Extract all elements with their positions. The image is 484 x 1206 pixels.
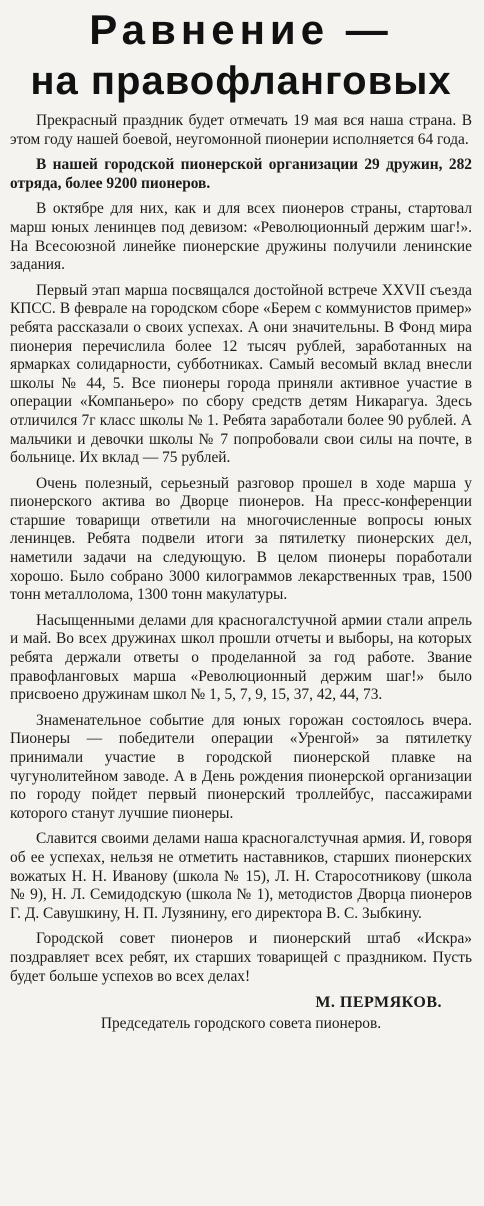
paragraph-march-start: В октябре для них, как и для всех пионеров страны, стартовал марш юных ленинцев под девизом: «Революционный держим шаг!». На Всесоюзной линейке пионерские дружины получили ленинские задания. [10, 200, 472, 274]
headline-line-1: Равнение — [89, 6, 393, 53]
paragraph-notable-event: Знаменательное событие для юных горожан состоялось вчера. Пионеры — победители операции «Уренгой» за пятилетку принимали участие в городской пионерской плавке на чугунолитейном заводе. А в День рождения пионерской организации по городу пойдет первый пионерский троллейбус, пассажирами которого станут лучшие пионеры. [10, 711, 472, 822]
paragraph-april-may: Насыщенными делами для красногалстучной армии стали апрель и май. Во всех дружинах школ прошли отчеты и выборы, на которых ребята держали ответы о проделанной за год работе. Звание правофланговых марша «Революционный держим шаг!» было присвоено дружинам школ № 1, 5, 7, 9, 15, 37, 42, 44, 73. [10, 611, 472, 704]
paragraph-greeting: Городской совет пионеров и пионерский штаб «Искра» поздравляет всех ребят, их старших товарищей с праздником. Пусть будет больше успехов во всех делах! [10, 930, 472, 985]
paragraph-mentors: Славится своими делами наша красногалстучная армия. И, говоря об ее успехах, нельзя не отметить наставников, старших пионерских вожатых Н. Н. Иванову (школа № 15), Л. Н. Старосотникову (школа № 9), Н. Л. Семидодскую (школа № 1), методистов Дворца пионеров Г. Д. Савушкину, Н. П. Лузянину, его директора В. С. Зыбкину. [10, 830, 472, 922]
article-headline [10, 4, 472, 106]
paragraph-organization-stats: В нашей городской пионерской организации 29 дружин, 282 отряда, более 9200 пионеров. [10, 156, 472, 192]
author-title: Председатель городского совета пионеров. [100, 1015, 382, 1033]
paragraph-intro: Прекрасный праздник будет отмечать 19 мая вся наша страна. В этом году нашей боевой, неугомонной пионерии исполняется 64 года. [10, 112, 472, 148]
paragraph-first-stage: Первый этап марша посвящался достойной встрече XXVII съезда КПСС. В феврале на городском сборе «Берем с коммунистов пример» ребята рассказали о своих успехах. А они значительны. В Фонд мира пионерия перечислила более 12 тысяч рублей, заработанных на ярмарках солидарности, субботниках. Самый весомый вклад внесли школы № 44, 5. Все пионеры города приняли активное участие в операции «Компаньеро» по сбору средств детям Никарагуа. Здесь отличился 7г класс школы № 1. Ребята заработали более 90 рублей. А мальчики и девочки школы № 7 попробовали свои силы на почте, в больнице. Их вклад — 75 рублей. [10, 281, 472, 467]
author-signature: М. ПЕРМЯКОВ. [315, 994, 442, 1012]
headline-line-2: на правофланговых [30, 59, 452, 103]
paragraph-pioneer-activists: Очень полезный, серьезный разговор прошел в ходе марша у пионерского актива во Дворце пионеров. На пресс-конференции старшие товарищи ответили на многочисленные вопросы юных ленинцев. Ребята подвели итоги за пятилетку пионерских дел, наметили задачи на следующую. В целом пионеры поработали хорошо. Было собрано 3000 килограммов лекарственных трав, 1500 тонн металлолома, 1300 тонн макулатуры. [10, 474, 472, 604]
